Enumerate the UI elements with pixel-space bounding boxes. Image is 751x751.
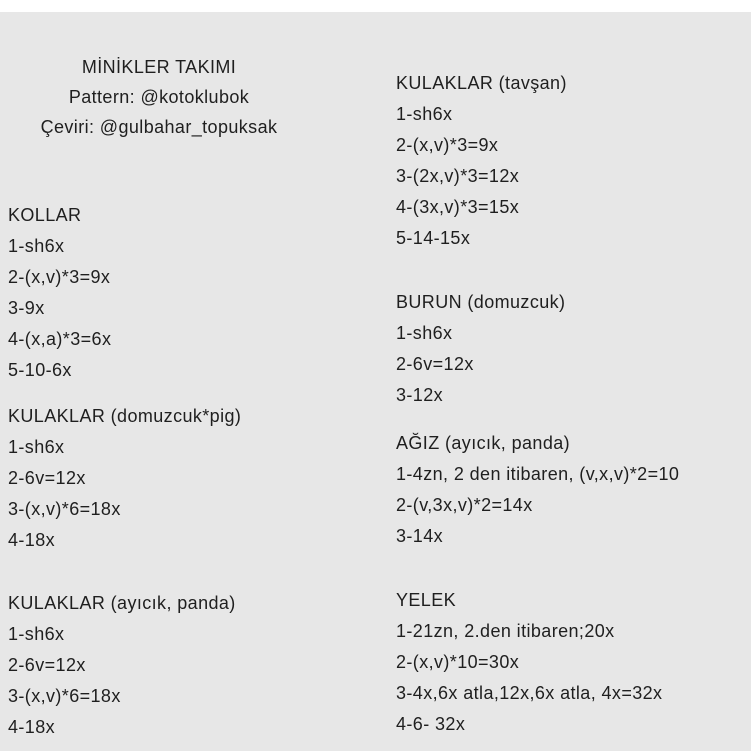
section-row: 2-(x,v)*3=9x <box>396 135 499 155</box>
section-row: 2-6v=12x <box>8 468 86 488</box>
section-row: 4-(x,a)*3=6x <box>8 329 112 349</box>
section-row: 3-(x,v)*6=18x <box>8 499 121 519</box>
section-kulaklar-rabbit <box>396 68 567 254</box>
section-title: KULAKLAR (ayıcık, panda) <box>8 593 236 613</box>
section-row: 3-(x,v)*6=18x <box>8 686 121 706</box>
section-row: 1-4zn, 2 den itibaren, (v,x,v)*2=10 <box>396 464 680 484</box>
section-row: 3-12x <box>396 385 444 405</box>
section-row: 1-sh6x <box>8 624 65 644</box>
section-row: 2-(v,3x,v)*2=14x <box>396 495 533 515</box>
section-row: 2-6v=12x <box>8 655 86 675</box>
pattern-header <box>0 52 318 142</box>
section-title: KULAKLAR (domuzcuk*pig) <box>8 406 242 426</box>
pattern-title: MİNİKLER TAKIMI <box>81 57 237 77</box>
section-row: 4-18x <box>8 530 56 550</box>
section-title: YELEK <box>396 590 457 610</box>
section-row: 4-(3x,v)*3=15x <box>396 197 520 217</box>
section-row: 3-4x,6x atla,12x,6x atla, 4x=32x <box>396 683 663 703</box>
section-row: 2-(x,v)*10=30x <box>396 652 520 672</box>
section-row: 3-(2x,v)*3=12x <box>396 166 520 186</box>
section-row: 5-10-6x <box>8 360 72 380</box>
section-row: 2-6v=12x <box>396 354 474 374</box>
section-row: 1-sh6x <box>8 236 65 256</box>
section-row: 1-21zn, 2.den itibaren;20x <box>396 621 615 641</box>
pattern-credit: Pattern: @kotoklubok <box>68 87 250 107</box>
pattern-sheet <box>0 12 751 751</box>
section-row: 1-sh6x <box>8 437 65 457</box>
section-agiz <box>396 428 679 552</box>
section-title: BURUN (domuzcuk) <box>396 292 566 312</box>
section-kulaklar-bear <box>8 588 236 743</box>
section-kulaklar-pig <box>8 401 241 556</box>
section-title: KULAKLAR (tavşan) <box>396 73 567 93</box>
section-row: 1-sh6x <box>396 104 453 124</box>
section-row: 4-6- 32x <box>396 714 466 734</box>
section-row: 5-14-15x <box>396 228 471 248</box>
translation-credit: Çeviri: @gulbahar_topuksak <box>40 117 278 137</box>
section-title: KOLLAR <box>8 205 82 225</box>
section-title: AĞIZ (ayıcık, panda) <box>396 433 571 453</box>
section-row: 4-18x <box>8 717 56 737</box>
section-kollar <box>8 200 111 386</box>
section-row: 3-14x <box>396 526 444 546</box>
section-row: 3-9x <box>8 298 45 318</box>
section-burun <box>396 287 565 411</box>
section-row: 1-sh6x <box>396 323 453 343</box>
section-yelek <box>396 585 662 740</box>
section-row: 2-(x,v)*3=9x <box>8 267 111 287</box>
